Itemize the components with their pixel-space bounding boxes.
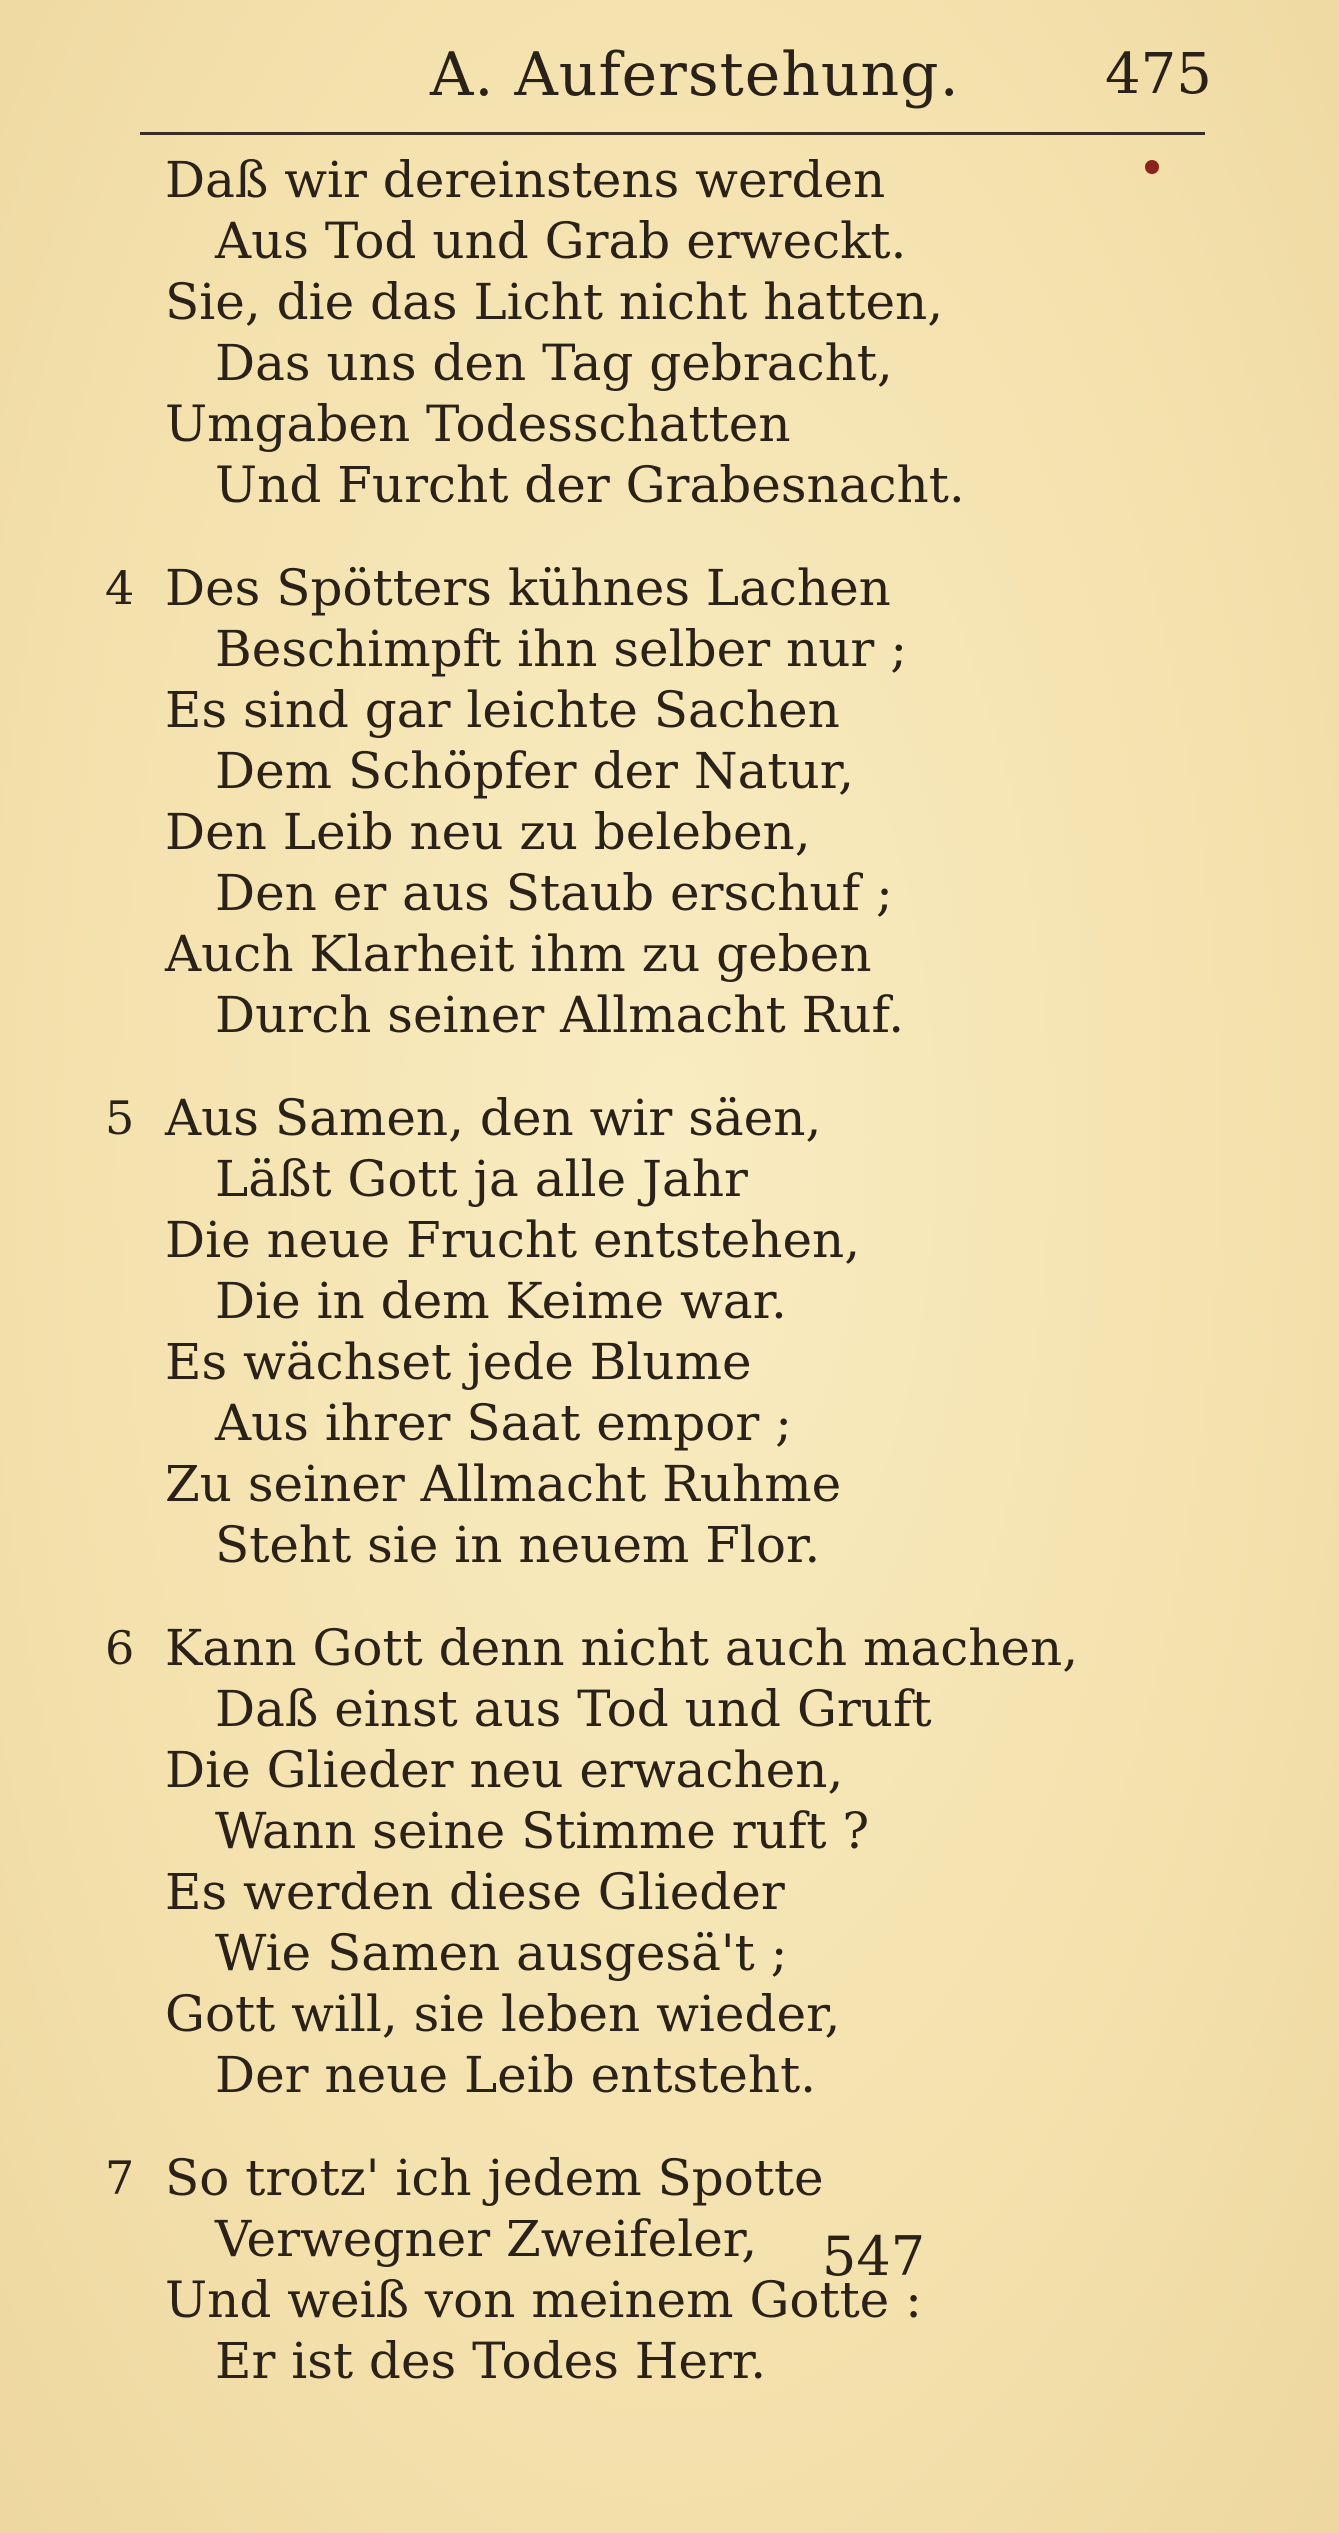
verse-line: Verwegner Zweifeler, — [215, 2210, 758, 2268]
verse-number: 6 — [105, 1621, 135, 1675]
verse-line: Es werden diese Glieder — [165, 1863, 785, 1921]
header-rule — [140, 132, 1205, 135]
verse-line: Der neue Leib entsteht. — [215, 2046, 817, 2104]
verse-line: Auch Klarheit ihm zu geben — [165, 925, 872, 983]
stanza — [0, 558, 1339, 1046]
running-header-title: A. Auferstehung. — [430, 40, 960, 110]
verse-line: Kann Gott denn nicht auch machen, — [165, 1619, 1079, 1677]
verse-line: Aus Tod und Grab erweckt. — [215, 212, 907, 270]
verse-line: Und weiß von meinem Gotte : — [165, 2271, 923, 2329]
verse-line: Beschimpft ihn selber nur ; — [215, 620, 908, 678]
verse-line: Läßt Gott ja alle Jahr — [215, 1150, 748, 1208]
verse-line: Daß einst aus Tod und Gruft — [215, 1680, 932, 1738]
verse-line: Wie Samen ausgesä't ; — [215, 1924, 788, 1982]
verse-number: 5 — [105, 1091, 135, 1145]
verse-line: Steht sie in neuem Flor. — [215, 1516, 821, 1574]
verse-line: Den Leib neu zu beleben, — [165, 803, 811, 861]
verse-line: Die in dem Keime war. — [215, 1272, 787, 1330]
verse-line: Gott will, sie leben wieder, — [165, 1985, 841, 2043]
stanza — [0, 1618, 1339, 2106]
verse-number: 7 — [105, 2151, 135, 2205]
verse-line: Aus ihrer Saat empor ; — [215, 1394, 792, 1452]
verse-line: Aus Samen, den wir säen, — [165, 1089, 822, 1147]
verse-line: Dem Schöpfer der Natur, — [215, 742, 854, 800]
verse-line: Daß wir dereinstens werden — [165, 151, 886, 209]
page-number: 475 — [1105, 42, 1212, 107]
verse-line: Die neue Frucht entstehen, — [165, 1211, 861, 1269]
stanza — [0, 1088, 1339, 1576]
hymn-text — [0, 150, 1339, 2434]
verse-line: Durch seiner Allmacht Ruf. — [215, 986, 905, 1044]
verse-line: Das uns den Tag gebracht, — [215, 334, 893, 392]
verse-line: Den er aus Staub erschuf ; — [215, 864, 893, 922]
verse-line: Die Glieder neu erwachen, — [165, 1741, 844, 1799]
verse-line: Und Furcht der Grabesnacht. — [215, 456, 965, 514]
verse-line: Er ist des Todes Herr. — [215, 2332, 767, 2390]
verse-line: Es sind gar leichte Sachen — [165, 681, 840, 739]
verse-line: Sie, die das Licht nicht hatten, — [165, 273, 944, 331]
verse-number: 4 — [105, 561, 135, 615]
stanza — [0, 150, 1339, 516]
verse-line: So trotz' ich jedem Spotte — [165, 2149, 824, 2207]
verse-line: Des Spötters kühnes Lachen — [165, 559, 891, 617]
verse-line: Es wächset jede Blume — [165, 1333, 752, 1391]
printer-signature-mark: 547 — [822, 2225, 926, 2288]
verse-line: Umgaben Todesschatten — [165, 395, 791, 453]
verse-line: Wann seine Stimme ruft ? — [215, 1802, 870, 1860]
verse-line: Zu seiner Allmacht Ruhme — [165, 1455, 842, 1513]
stanza — [0, 2148, 1339, 2392]
